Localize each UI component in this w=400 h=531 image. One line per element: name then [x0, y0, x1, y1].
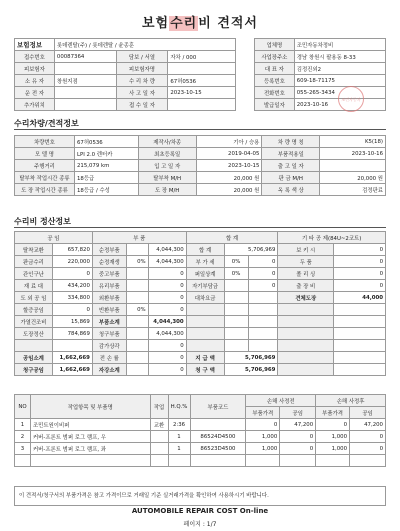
field-value: 434,200 [52, 280, 92, 292]
cost-row [15, 352, 386, 364]
field-label: 차량번호 [15, 136, 75, 148]
part-price-after: 1,000 [316, 443, 350, 455]
field-label [186, 340, 224, 352]
labor-cost-after: 47,200 [350, 419, 386, 431]
part-price-after: 1,000 [316, 431, 350, 443]
field-value [334, 340, 386, 352]
field-label: 업체명 [255, 39, 295, 51]
field-label: 두 품 [278, 256, 334, 268]
field-label: 전화번호 [255, 87, 295, 99]
insurance-row [15, 51, 236, 63]
row-number: 1 [15, 419, 31, 431]
parts-table [14, 394, 386, 467]
field-value: 4,044,300 [148, 316, 186, 328]
insurance-row [15, 63, 236, 75]
part-name: 커버-프론트 범퍼 로그 램프, 우 [30, 431, 150, 443]
field-value: 0 [248, 280, 278, 292]
field-value: 20,000 원 [320, 172, 386, 184]
field-value: 5,706,969 [224, 244, 278, 256]
field-label [278, 364, 334, 376]
field-value [126, 364, 148, 376]
field-value: 1,662,669 [52, 352, 92, 364]
field-value [126, 244, 148, 256]
page-indicator: 페이지 : 1/7 [183, 521, 217, 528]
hq-percent [168, 455, 190, 467]
cost-row [15, 244, 386, 256]
field-label: 폴 리 싱 [278, 268, 334, 280]
field-value: 2023-10-15 [196, 160, 262, 172]
field-label: 탈부착 작업시간 종류 [15, 172, 75, 184]
part-price-after [316, 455, 350, 467]
field-label: 피보험자 [15, 63, 55, 75]
field-value [224, 316, 248, 328]
field-value: 0 [148, 268, 186, 280]
field-label: 대 표 자 [255, 63, 295, 75]
field-value [126, 316, 148, 328]
field-value [224, 292, 248, 304]
field-value: 0 [248, 256, 278, 268]
field-value: K5(18) [320, 136, 386, 148]
field-label: 추가위치 [15, 99, 55, 111]
field-value: 220,000 [52, 256, 92, 268]
field-label: 모 델 명 [15, 148, 75, 160]
hq-percent: 1 [168, 443, 190, 455]
labor-cost-after [350, 455, 386, 467]
field-label [15, 340, 53, 352]
part-code [190, 419, 246, 431]
field-value: 20,000 원 [196, 184, 262, 196]
column-header: 공임 [280, 407, 316, 419]
footer-note: 이 견적서/청구서의 부품가격은 참고 가격이므로 거래일 기준 실거래가격을 확인하여 사용하시기 바랍니다. [14, 486, 386, 506]
row-number [15, 455, 31, 467]
field-value: 657,820 [52, 244, 92, 256]
field-value [248, 292, 278, 304]
field-label [186, 316, 224, 328]
cost-section-heading: 수리비 정산정보 [14, 216, 386, 228]
field-value: 4,044,300 [148, 244, 186, 256]
part-name: 조민트원이비퍼 [30, 419, 150, 431]
field-label: 합 계 [186, 244, 224, 256]
field-label: 공임소계 [15, 352, 53, 364]
field-value [224, 280, 248, 292]
vehicle-row [15, 136, 386, 148]
title-part: 보험 [141, 16, 170, 31]
field-label: 도장정산 [15, 328, 53, 340]
field-value: 334,800 [52, 292, 92, 304]
part-name: 커버-프론트 범퍼 로그 램프, 좌 [30, 443, 150, 455]
field-value [126, 352, 148, 364]
field-value: 0% [126, 304, 148, 316]
field-value: 0 [52, 304, 92, 316]
field-value: 0 [148, 304, 186, 316]
field-label: 수 리 차 량 [116, 75, 168, 87]
field-value: 기아 / 승용 [196, 136, 262, 148]
field-label: 주행거리 [15, 160, 75, 172]
column-header: 부 품 [92, 232, 186, 244]
parts-row [15, 443, 386, 455]
field-label: 청구부품 [92, 328, 126, 340]
field-value: 0 [334, 244, 386, 256]
field-label: 도 외 공 임 [15, 292, 53, 304]
cost-row [15, 292, 386, 304]
field-value [334, 364, 386, 376]
field-label: 사 고 일 자 [116, 87, 168, 99]
shop-row [255, 39, 386, 51]
field-value: 18등급 / 수성 [74, 184, 138, 196]
field-label: 부품소계 [92, 316, 126, 328]
vehicle-row [15, 184, 386, 196]
field-label: 피보험자명 [116, 63, 168, 75]
vehicle-info-table [14, 135, 386, 196]
field-label: 도 장 작업시간 종류 [15, 184, 75, 196]
vehicle-row [15, 172, 386, 184]
cost-row [15, 316, 386, 328]
field-label [278, 304, 334, 316]
field-value: 0 [148, 352, 186, 364]
field-value: 경남 창원시 팔용동 8-33 [294, 51, 385, 63]
labor-cost [280, 455, 316, 467]
field-value: 1,662,669 [52, 364, 92, 376]
shop-row [255, 63, 386, 75]
field-value: 44,000 [334, 292, 386, 304]
field-value: 0 [148, 340, 186, 352]
field-label: 소 유 자 [15, 75, 55, 87]
field-value [248, 340, 278, 352]
field-label: 제작사/차종 [138, 136, 196, 148]
row-number: 3 [15, 443, 31, 455]
field-value [248, 304, 278, 316]
cost-row [15, 328, 386, 340]
cost-row [15, 304, 386, 316]
cost-row [15, 268, 386, 280]
field-label: 대차요금 [186, 292, 224, 304]
title-part: 비 견적서 [198, 16, 258, 31]
field-label: 탈부착 M/H [138, 172, 196, 184]
parts-row [15, 419, 386, 431]
footer-brand: AUTOMOBILE REPAIR COST On-line [131, 507, 269, 515]
field-value: 0 [334, 268, 386, 280]
field-value: 215,079 km [74, 160, 138, 172]
cost-row [15, 364, 386, 376]
field-value: 0 [248, 268, 278, 280]
row-number: 2 [15, 431, 31, 443]
field-value [54, 63, 116, 75]
shop-row [255, 51, 386, 63]
field-label: 외환부품 [92, 292, 126, 304]
field-label: 판 금 M/H [262, 172, 320, 184]
field-value [334, 304, 386, 316]
insurance-header: 보험정보 [15, 39, 55, 51]
field-value [334, 328, 386, 340]
field-value: 2019-04-05 [196, 148, 262, 160]
cost-row [15, 340, 386, 352]
hq-percent: 1 [168, 431, 190, 443]
insurance-row [15, 87, 236, 99]
field-label: 부품적용일 [262, 148, 320, 160]
field-label: 청구공임 [15, 364, 53, 376]
part-price-after: 0 [316, 419, 350, 431]
insurance-info-table [14, 38, 236, 111]
field-value: 0 [148, 280, 186, 292]
field-value: 15,869 [52, 316, 92, 328]
field-label: 접 수 일 자 [116, 99, 168, 111]
shop-row [255, 87, 386, 99]
field-value [224, 340, 248, 352]
field-value [334, 352, 386, 364]
field-label: 사업장주소 [255, 51, 295, 63]
field-value: 0 [52, 268, 92, 280]
field-value: 4,044,300 [148, 328, 186, 340]
field-label: 자강소계 [92, 364, 126, 376]
column-header: 작업 [150, 395, 168, 419]
part-price [246, 455, 280, 467]
field-value: 검정판료 [320, 184, 386, 196]
insurance-header-value: 롯데렌탈(주) / 롯데렌탈 / 윤종훈 [54, 39, 235, 51]
title-highlight: 수리 [170, 16, 198, 31]
field-label: 감가상각 [92, 340, 126, 352]
field-label [278, 316, 334, 328]
part-code: 86523D4500 [190, 443, 246, 455]
insurance-row [15, 99, 236, 111]
field-value: 0% [224, 256, 248, 268]
field-value: 4,044,300 [148, 256, 186, 268]
column-header: 부품가격 [246, 407, 280, 419]
field-value: 20,000 원 [196, 172, 262, 184]
field-label: 운 전 자 [15, 87, 55, 99]
field-value [126, 340, 148, 352]
field-value: 5,706,969 [224, 352, 278, 364]
labor-cost: 0 [280, 431, 316, 443]
document-title [0, 12, 400, 31]
field-value: 0 [148, 292, 186, 304]
field-label [278, 340, 334, 352]
shop-row [255, 75, 386, 87]
field-value [248, 328, 278, 340]
field-label: 담보 / 서열 [116, 51, 168, 63]
work-type [150, 431, 168, 443]
field-value: 5,706,969 [224, 364, 278, 376]
field-label [278, 328, 334, 340]
cost-row [15, 280, 386, 292]
field-label: 보 키 시 [278, 244, 334, 256]
field-label: 접수번호 [15, 51, 55, 63]
field-label: 청 구 액 [186, 364, 224, 376]
field-label: 퍼일상계 [186, 268, 224, 280]
field-value: LPI 2.0 렌터카 [74, 148, 138, 160]
field-label: 판금수리 [15, 256, 53, 268]
field-value: 0 [334, 280, 386, 292]
field-label: 관인구난 [15, 268, 53, 280]
work-type: 교환 [150, 419, 168, 431]
field-value [248, 316, 278, 328]
company-stamp: 조민자동차 [338, 86, 364, 112]
field-value [52, 340, 92, 352]
column-header: 손해 사정후 [316, 395, 386, 407]
vehicle-row [15, 160, 386, 172]
work-type [150, 455, 168, 467]
part-price: 0 [246, 419, 280, 431]
field-label: 재 료 대 [15, 280, 53, 292]
field-label: 전 손 률 [92, 352, 126, 364]
field-label: 등록번호 [255, 75, 295, 87]
column-header: 작업항목 및 부품명 [30, 395, 150, 419]
field-label: 출 장 비 [278, 280, 334, 292]
column-header: 공임 [350, 407, 386, 419]
field-label: 유리부품 [92, 280, 126, 292]
field-label: 자기부담금 [186, 280, 224, 292]
field-value [334, 316, 386, 328]
field-value [168, 99, 236, 111]
parts-row [15, 455, 386, 467]
field-label: 견체도장 [278, 292, 334, 304]
parts-row [15, 431, 386, 443]
field-value [54, 99, 116, 111]
shop-info-table [254, 38, 386, 111]
column-header: 부품가격 [316, 407, 350, 419]
field-label: 순정부품 [92, 244, 126, 256]
part-code: 86524D4500 [190, 431, 246, 443]
field-label [186, 304, 224, 316]
vehicle-row [15, 148, 386, 160]
column-header: 손해 사정전 [246, 395, 316, 407]
cost-settlement-table [14, 231, 386, 376]
labor-cost: 0 [280, 443, 316, 455]
field-value: 창원지점 [54, 75, 116, 87]
field-value [126, 292, 148, 304]
field-label: 순정재생 [92, 256, 126, 268]
field-value: 2023-10-16 [294, 99, 385, 111]
cost-header-row [15, 232, 386, 244]
column-header: 기 타 공 제(84U~2코트) [278, 232, 386, 244]
field-label: 차 량 명 칭 [262, 136, 320, 148]
field-label: 빈환부품 [92, 304, 126, 316]
field-value [126, 280, 148, 292]
field-value: 784,869 [52, 328, 92, 340]
field-value [224, 304, 248, 316]
field-label: 탈착교환 [15, 244, 53, 256]
field-value: 67허0536 [74, 136, 138, 148]
field-value [168, 63, 236, 75]
field-value: 18등급 [74, 172, 138, 184]
field-value: 67허0536 [168, 75, 236, 87]
field-value: 00087364 [54, 51, 116, 63]
field-value [54, 87, 116, 99]
hq-percent: 2:36 [168, 419, 190, 431]
shop-row [255, 99, 386, 111]
column-header: 합 계 [186, 232, 278, 244]
field-label: 발급일자 [255, 99, 295, 111]
field-label: 옥 록 색 상 [262, 184, 320, 196]
field-value [126, 268, 148, 280]
field-value: 609-18-71175 [294, 75, 385, 87]
field-value: 조민자동차정비 [294, 39, 385, 51]
field-value: 김정진외2 [294, 63, 385, 75]
field-value [224, 328, 248, 340]
field-value [126, 328, 148, 340]
field-value: 2023-10-15 [168, 87, 236, 99]
part-name [30, 455, 150, 467]
labor-cost-after: 0 [350, 443, 386, 455]
field-value: 0 [148, 364, 186, 376]
column-header: 공 임 [15, 232, 93, 244]
field-value [320, 160, 386, 172]
column-header: 부품코드 [190, 395, 246, 419]
field-value: 0 [334, 256, 386, 268]
labor-cost-after: 0 [350, 431, 386, 443]
field-label: 할증공임 [15, 304, 53, 316]
work-type [150, 443, 168, 455]
column-header: H.Q.% [168, 395, 190, 419]
field-label: 최초등록일 [138, 148, 196, 160]
parts-header-row [15, 395, 386, 407]
field-value: 0% [126, 256, 148, 268]
field-value: 자차 / 000 [168, 51, 236, 63]
field-label: 입 고 일 자 [138, 160, 196, 172]
field-label: 중고부품 [92, 268, 126, 280]
field-label: 지 급 액 [186, 352, 224, 364]
field-label: 도 장 M/H [138, 184, 196, 196]
field-label [186, 328, 224, 340]
labor-cost: 47,200 [280, 419, 316, 431]
field-value: 2023-10-16 [320, 148, 386, 160]
field-label [278, 352, 334, 364]
field-label: 가열건조비 [15, 316, 53, 328]
field-label: 부 가 세 [186, 256, 224, 268]
cost-row [15, 256, 386, 268]
insurance-row [15, 75, 236, 87]
part-price: 1,000 [246, 443, 280, 455]
part-price: 1,000 [246, 431, 280, 443]
column-header: NO [15, 395, 31, 419]
part-code [190, 455, 246, 467]
field-label: 출 고 일 자 [262, 160, 320, 172]
field-value: 055-265-3434 [294, 87, 385, 99]
vehicle-section-heading: 수리차량/견적정보 [14, 118, 386, 130]
field-value: 0% [224, 268, 248, 280]
